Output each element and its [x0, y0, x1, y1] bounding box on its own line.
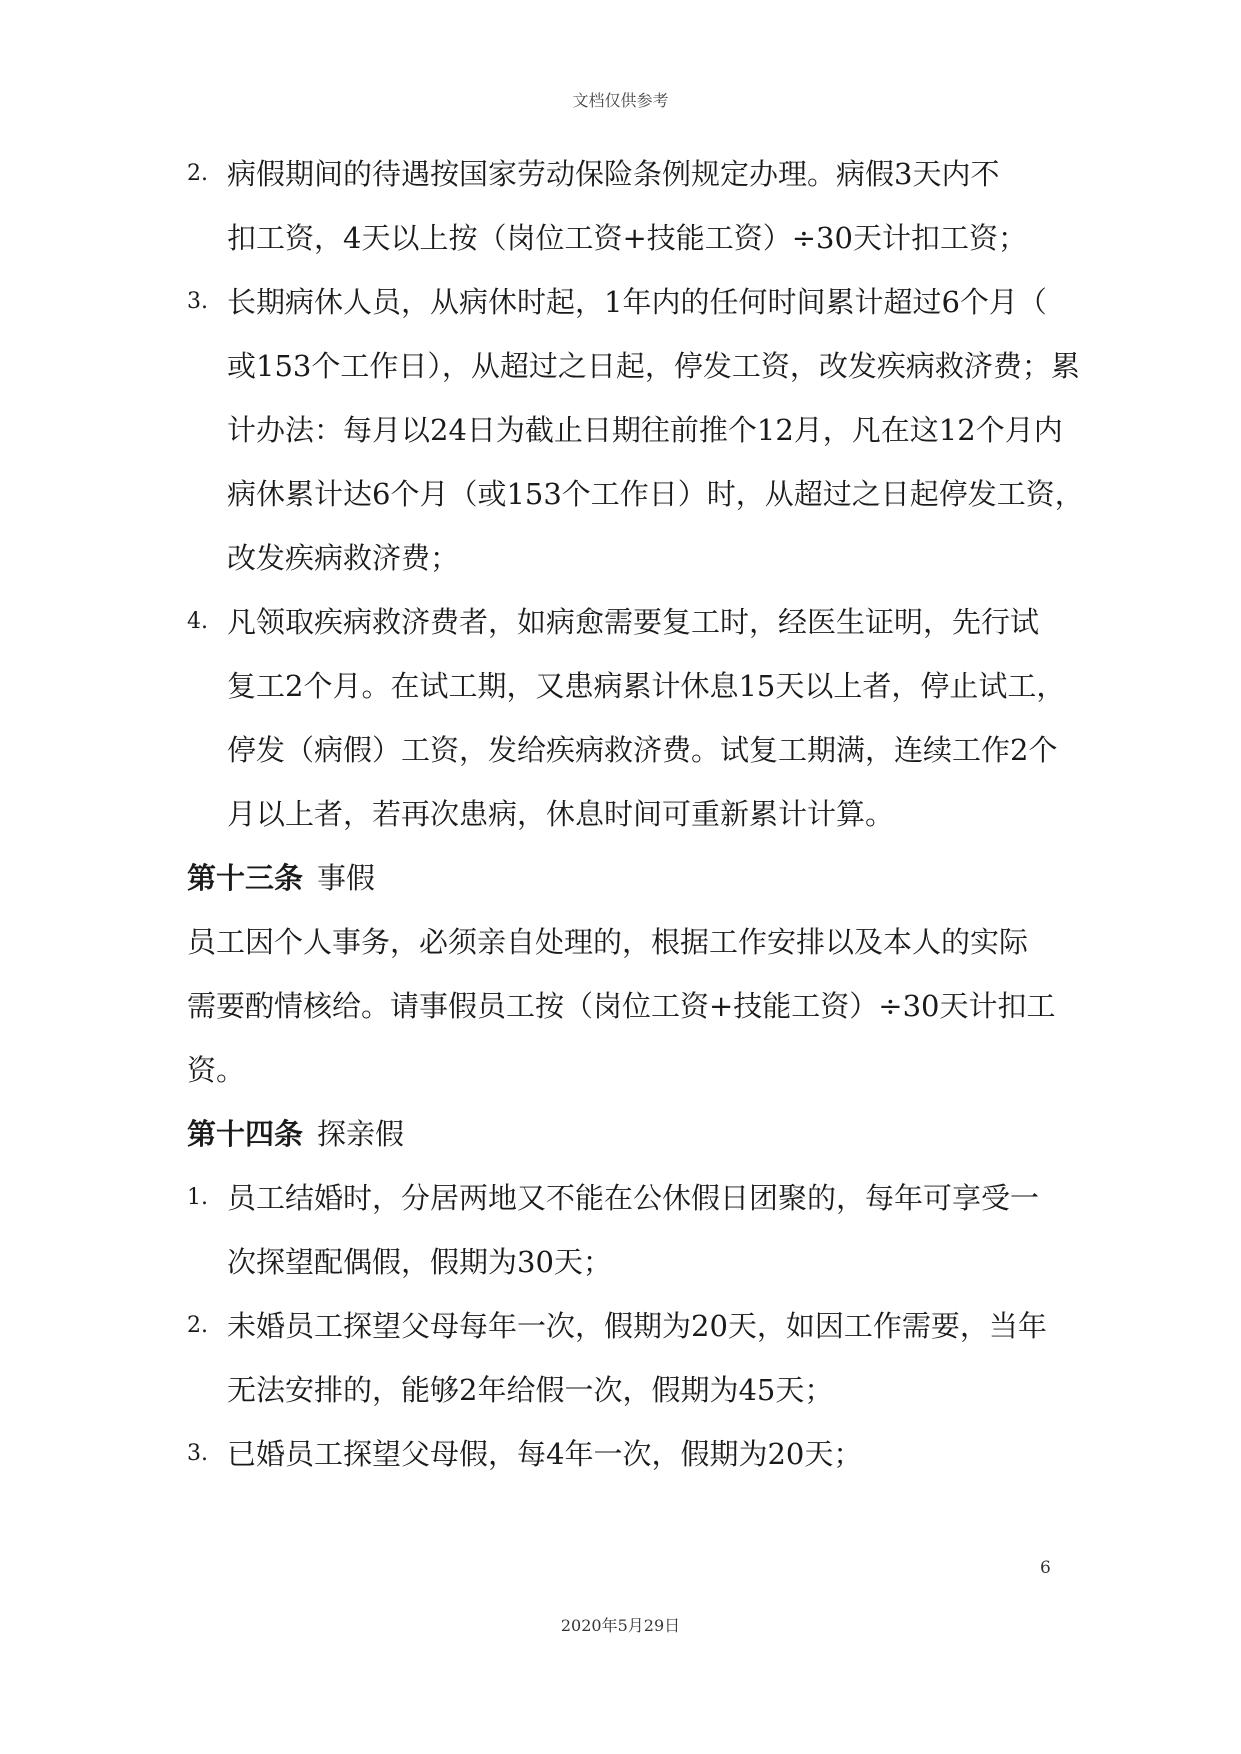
article-heading	[187, 846, 1067, 910]
text-line: 长期病休人员，从病休时起，1年内的任何时间累计超过6个月（	[227, 285, 1047, 319]
text-line: 停发（病假）工资，发给疾病救济费。试复工期满，连续工作2个	[227, 733, 1058, 767]
text-line: 无法安排的，能够2年给假一次，假期为45天；	[227, 1373, 834, 1407]
text-line: 需要酌情核给。请事假员工按（岗位工资+技能工资）÷30天计扣工	[187, 989, 1056, 1023]
page-number: 6	[1040, 1558, 1051, 1578]
item-number: 2.	[187, 161, 208, 186]
list-item	[187, 1422, 1067, 1486]
article-title: 第十三条	[187, 861, 304, 895]
item-number: 2.	[187, 1313, 208, 1338]
article-subtitle: 事假	[317, 861, 376, 895]
text-line: 次探望配偶假，假期为30天；	[227, 1245, 612, 1279]
text-line: 凡领取疾病救济费者，如病愈需要复工时，经医生证明，先行试	[227, 605, 1040, 639]
text-line: 改发疾病救济费；	[227, 541, 460, 575]
item-number: 1.	[187, 1185, 208, 1210]
list-item	[187, 142, 1067, 270]
article-subtitle: 探亲假	[317, 1117, 405, 1151]
text-line: 未婚员工探望父母每年一次，假期为20天，如因工作需要，当年	[227, 1309, 1047, 1343]
page-footer-date: 2020年5月29日	[560, 1616, 681, 1635]
article-title: 第十四条	[187, 1117, 304, 1151]
page-header: 文档仅供参考	[572, 91, 669, 110]
text-line: 资。	[187, 1053, 246, 1087]
article-heading	[187, 1102, 1067, 1166]
text-line: 员工结婚时，分居两地又不能在公休假日团聚的，每年可享受一	[227, 1181, 1040, 1215]
text-line: 病休累计达6个月（或153个工作日）时，从超过之日起停发工资，	[227, 477, 1084, 511]
text-line: 已婚员工探望父母假，每4年一次，假期为20天；	[227, 1437, 863, 1471]
document-body	[187, 142, 1084, 1486]
text-line: 扣工资，4天以上按（岗位工资+技能工资）÷30天计扣工资；	[227, 221, 1027, 255]
item-number: 3.	[187, 289, 208, 314]
list-item	[187, 270, 1084, 590]
list-item	[187, 590, 1067, 846]
item-number: 4.	[187, 609, 208, 634]
item-number: 3.	[187, 1441, 208, 1466]
text-line: 病假期间的待遇按国家劳动保险条例规定办理。病假3天内不	[227, 157, 1000, 191]
text-line: 复工2个月。在试工期，又患病累计休息15天以上者，停止试工，	[227, 669, 1066, 703]
paragraph	[187, 910, 1067, 1102]
text-line: 月以上者，若再次患病，休息时间可重新累计计算。	[227, 797, 895, 831]
text-line: 计办法：每月以24日为截止日期往前推个12月，凡在这12个月内	[227, 413, 1063, 447]
list-item	[187, 1294, 1067, 1422]
list-item	[187, 1166, 1067, 1294]
text-line: 员工因个人事务，必须亲自处理的，根据工作安排以及本人的实际	[187, 925, 1029, 959]
text-line: 或153个工作日），从超过之日起，停发工资，改发疾病救济费；累	[227, 349, 1080, 383]
